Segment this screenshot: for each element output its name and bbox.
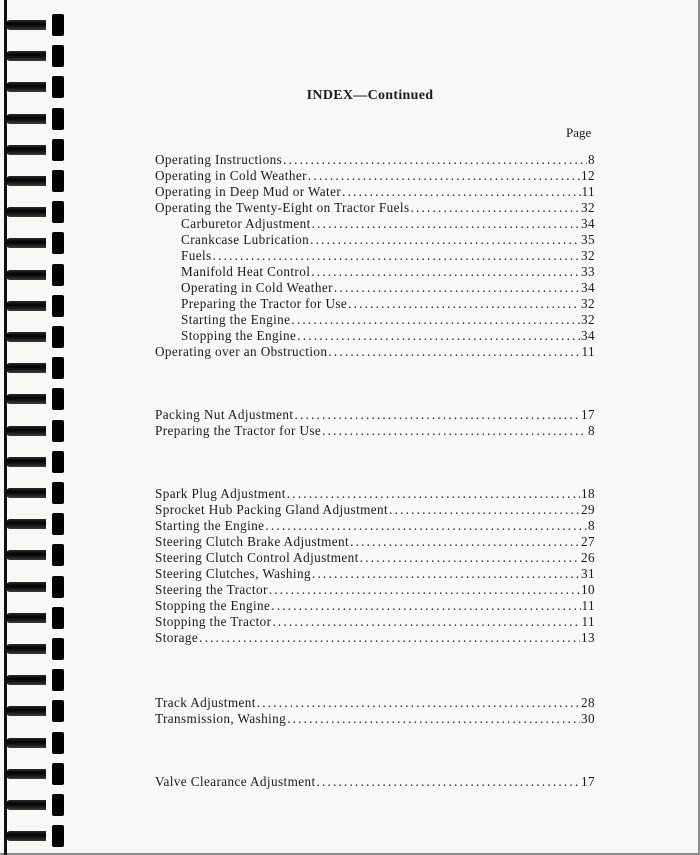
- dot-leader: [348, 296, 580, 312]
- binding-coil: [6, 638, 64, 660]
- dot-leader: [328, 344, 580, 360]
- index-entry: [155, 534, 595, 550]
- index-entry: [155, 344, 595, 360]
- binding-coil: [6, 232, 64, 254]
- dot-leader: [310, 232, 580, 248]
- index-entry: [181, 296, 595, 312]
- index-entry: [155, 630, 595, 646]
- binding-coil: [6, 482, 64, 504]
- index-entry-page: 11: [581, 614, 595, 629]
- binding-coil: [6, 825, 64, 847]
- dot-leader: [283, 152, 587, 168]
- binding-coil: [6, 295, 64, 317]
- index-entry-page: 17: [581, 407, 595, 422]
- index-entry: [155, 614, 595, 630]
- index-entry-label: Manifold Heat Control: [181, 264, 311, 279]
- binding-coil: [6, 201, 64, 223]
- dot-leader: [360, 550, 580, 566]
- index-entry: [155, 774, 595, 790]
- index-entry-label: Preparing the Tractor for Use: [155, 423, 322, 438]
- index-entry-label: Stopping the Tractor: [155, 614, 272, 629]
- binding-coil: [6, 326, 64, 348]
- index-entry-page: 8: [588, 518, 595, 533]
- index-entry-label: Track Adjustment: [155, 695, 256, 710]
- binding-coil: [6, 763, 64, 785]
- index-entry-label: Fuels: [181, 248, 212, 263]
- index-entry: [181, 232, 595, 248]
- index-entry: [181, 264, 595, 280]
- index-entry-page: 32: [581, 248, 595, 263]
- dot-leader: [350, 534, 580, 550]
- index-entry: [155, 598, 595, 614]
- index-entry-label: Steering Clutches, Washing: [155, 566, 311, 581]
- binding-coil: [6, 700, 64, 722]
- dot-leader: [294, 407, 580, 423]
- dot-leader: [322, 423, 587, 439]
- dot-leader: [272, 614, 580, 630]
- binding-coil: [6, 388, 64, 410]
- index-entry-label: Spark Plug Adjustment: [155, 486, 286, 501]
- page-column-header: Page: [566, 125, 592, 140]
- index-entry: [181, 248, 595, 264]
- index-entry-page: 29: [581, 502, 595, 517]
- binding-coil: [6, 513, 64, 535]
- dot-leader: [257, 695, 580, 711]
- index-entry-page: 8: [588, 423, 595, 438]
- dot-leader: [312, 566, 580, 582]
- index-entry-page: 33: [581, 264, 595, 279]
- index-entry: [155, 695, 595, 711]
- binding-coil: [6, 14, 64, 36]
- index-entry-label: Operating over an Obstruction: [155, 344, 328, 359]
- binding-coil: [6, 420, 64, 442]
- index-entry-page: 11: [581, 598, 595, 613]
- index-entry-label: Steering the Tractor: [155, 582, 268, 597]
- dot-leader: [269, 582, 580, 598]
- index-entry-page: 17: [581, 774, 595, 789]
- binding-coil: [6, 544, 64, 566]
- index-entry: [181, 312, 595, 328]
- index-entry-label: Operating in Cold Weather: [155, 168, 307, 183]
- index-entry: [155, 711, 595, 727]
- index-entry-page: 31: [581, 566, 595, 581]
- binding-coil: [6, 264, 64, 286]
- dot-leader: [311, 264, 580, 280]
- index-entry: [155, 200, 595, 216]
- dot-leader: [297, 328, 580, 344]
- binding-coil: [6, 794, 64, 816]
- index-entry: [155, 502, 595, 518]
- index-entry-label: Stopping the Engine: [155, 598, 271, 613]
- index-entry: [155, 152, 595, 168]
- dot-leader: [389, 502, 580, 518]
- index-entry-label: Operating in Cold Weather: [181, 280, 333, 295]
- index-entry: [155, 168, 595, 184]
- dot-leader: [317, 774, 580, 790]
- index-entry-label: Carburetor Adjustment: [181, 216, 311, 231]
- dot-leader: [265, 518, 587, 534]
- index-entry-label: Operating Instructions: [155, 152, 283, 167]
- index-entry-page: 32: [581, 200, 595, 215]
- binding-coil: [6, 732, 64, 754]
- index-entry-label: Storage: [155, 630, 199, 645]
- binding-coil: [6, 576, 64, 598]
- index-entry: [155, 184, 595, 200]
- index-entry-page: 28: [581, 695, 595, 710]
- index-entry-page: 32: [581, 296, 595, 311]
- index-entry-label: Starting the Engine: [181, 312, 291, 327]
- binding-coil: [6, 451, 64, 473]
- binding-coil: [6, 108, 64, 130]
- index-entry-label: Stopping the Engine: [181, 328, 297, 343]
- binding-coil: [6, 139, 64, 161]
- index-entry-page: 12: [581, 168, 595, 183]
- index-entry-page: 34: [581, 328, 595, 343]
- index-entry-label: Steering Clutch Control Adjustment: [155, 550, 359, 565]
- index-entry: [181, 328, 595, 344]
- dot-leader: [213, 248, 580, 264]
- index-entry-page: 34: [581, 216, 595, 231]
- binding-coil: [6, 669, 64, 691]
- index-entry: [155, 566, 595, 582]
- index-entry-page: 32: [581, 312, 595, 327]
- index-entry: [155, 518, 595, 534]
- index-entry-page: 26: [581, 550, 595, 565]
- index-entry: [155, 423, 595, 439]
- dot-leader: [312, 216, 580, 232]
- index-entry-page: 34: [581, 280, 595, 295]
- index-entry: [181, 280, 595, 296]
- dot-leader: [199, 630, 580, 646]
- dot-leader: [308, 168, 580, 184]
- index-entry-label: Packing Nut Adjustment: [155, 407, 294, 422]
- index-entry-label: Steering Clutch Brake Adjustment: [155, 534, 350, 549]
- index-entry: [155, 407, 595, 423]
- index-entry-label: Preparing the Tractor for Use: [181, 296, 348, 311]
- dot-leader: [271, 598, 580, 614]
- dot-leader: [287, 486, 580, 502]
- dot-leader: [410, 200, 580, 216]
- index-entry-page: 10: [581, 582, 595, 597]
- index-entry-page: 30: [581, 711, 595, 726]
- dot-leader: [291, 312, 580, 328]
- index-entry: [155, 582, 595, 598]
- index-entry: [181, 216, 595, 232]
- dot-leader: [334, 280, 580, 296]
- index-entry-label: Crankcase Lubrication: [181, 232, 310, 247]
- index-entry-page: 11: [581, 184, 595, 199]
- index-entry-label: Valve Clearance Adjustment: [155, 774, 316, 789]
- index-entry-label: Transmission, Washing: [155, 711, 287, 726]
- binding-coil: [6, 170, 64, 192]
- index-entry-page: 8: [588, 152, 595, 167]
- index-entry-page: 18: [581, 486, 595, 501]
- index-entry: [155, 486, 595, 502]
- index-entry-label: Sprocket Hub Packing Gland Adjustment: [155, 502, 389, 517]
- spiral-binding: [0, 0, 70, 855]
- dot-leader: [342, 184, 580, 200]
- dot-leader: [287, 711, 580, 727]
- index-entry-page: 11: [581, 344, 595, 359]
- index-entry: [155, 550, 595, 566]
- index-entry-label: Operating in Deep Mud or Water: [155, 184, 342, 199]
- page-title: INDEX—Continued: [306, 88, 434, 103]
- binding-coil: [6, 607, 64, 629]
- index-entry-page: 35: [581, 232, 595, 247]
- index-entry-label: Operating the Twenty-Eight on Tractor Fuels: [155, 200, 410, 215]
- index-entry-page: 27: [581, 534, 595, 549]
- index-entry-label: Starting the Engine: [155, 518, 265, 533]
- binding-coil: [6, 357, 64, 379]
- binding-coil: [6, 45, 64, 67]
- index-entry-page: 13: [581, 630, 595, 645]
